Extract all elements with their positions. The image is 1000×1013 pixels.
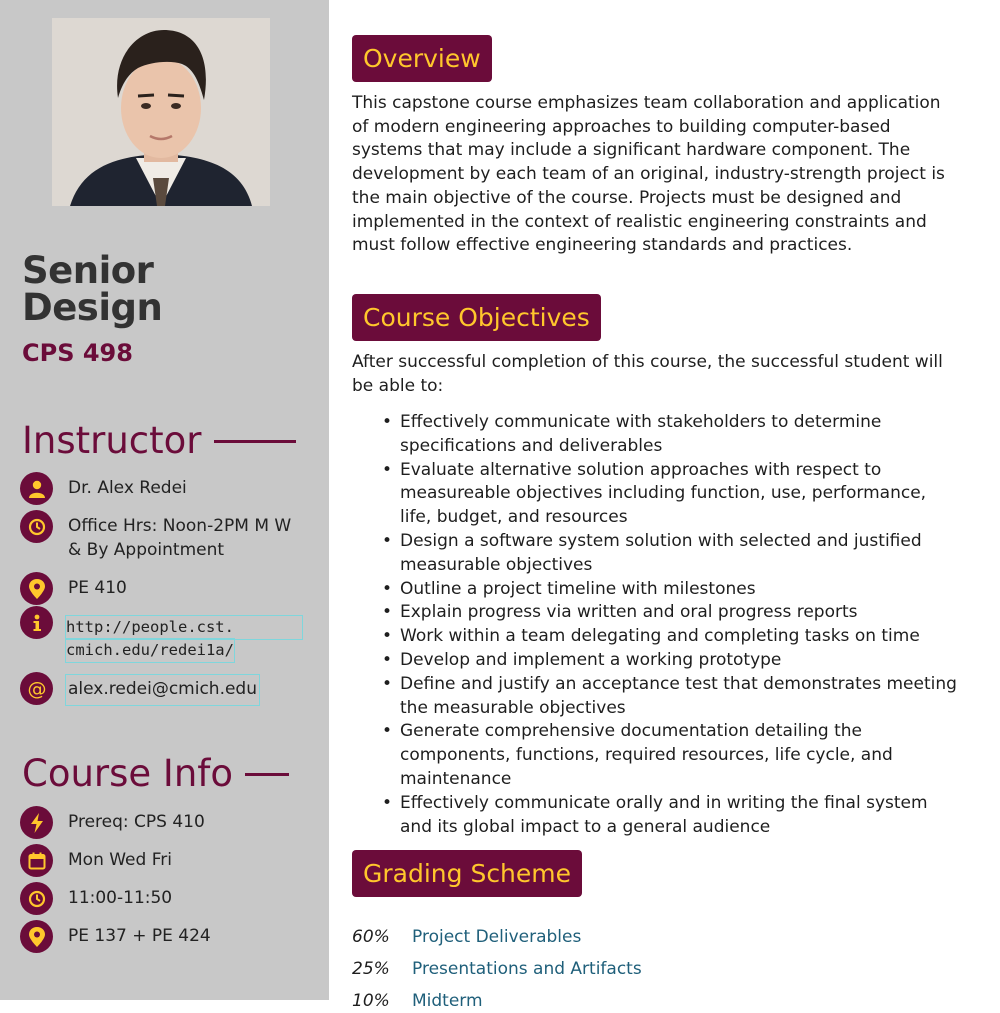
email-row — [20, 672, 259, 705]
map-pin-icon — [20, 572, 53, 605]
overview-text: This capstone course emphasizes team collaboration and application of modern engineering approaches to building computer-based systems that may include a significant hardware component. The development by each team of an original, industry-strength project is the main objective of the course. Projects must be designed and implemented in the context of realistic engineering constraints and must follow effective engineering standards and practices. — [352, 93, 945, 256]
svg-text:@: @ — [27, 677, 46, 700]
clock-icon — [20, 510, 53, 543]
grade-label: Presentations and Artifacts — [412, 959, 642, 979]
list-item: • Explain progress via written and oral progress reports — [382, 601, 962, 625]
email-address[interactable]: alex.redei@cmich.edu — [66, 675, 259, 705]
list-item: • Generate comprehensive documentation detailing the components, functions, required resources, life cycle, and maintenance — [382, 720, 962, 791]
objectives-heading: Course Objectives — [352, 294, 601, 341]
classroom: PE 137 + PE 424 — [68, 926, 211, 946]
grade-label: Midterm — [412, 991, 483, 1011]
grading-heading: Grading Scheme — [352, 850, 582, 897]
instructor-name: Dr. Alex Redei — [68, 478, 187, 498]
objectives-intro: After successful completion of this course, the successful student will be able to: — [352, 352, 943, 396]
meeting-days: Mon Wed Fri — [68, 850, 172, 870]
office-location: PE 410 — [68, 578, 127, 598]
course-info-heading-text: Course Info — [22, 752, 233, 795]
user-icon — [20, 472, 53, 505]
list-item: • Effectively communicate with stakeholders to determine specifications and deliverables — [382, 411, 962, 459]
classroom-row — [20, 920, 211, 953]
grade-row — [352, 989, 483, 1013]
grade-percent: 25% — [352, 959, 390, 979]
objectives-list — [382, 411, 962, 839]
bolt-icon — [20, 806, 53, 839]
grade-percent: 60% — [352, 927, 390, 947]
meeting-time: 11:00-11:50 — [68, 888, 173, 908]
at-icon — [20, 672, 53, 705]
heading-rule — [214, 440, 296, 443]
list-item: • Work within a team delegating and completing tasks on time — [382, 625, 962, 649]
instructor-photo — [52, 18, 270, 206]
website-link-line1[interactable]: http://people.cst. — [66, 616, 302, 639]
course-code: CPS 498 — [22, 339, 133, 367]
list-item: • Define and justify an acceptance test that demonstrates meeting the measurable objectives — [382, 673, 962, 721]
prereq-row — [20, 806, 205, 839]
course-info-heading — [22, 752, 289, 796]
course-title — [22, 249, 163, 329]
list-item: • Design a software system solution with selected and justified measurable objectives — [382, 530, 962, 578]
course-title-line2: Design — [22, 286, 163, 329]
list-item: • Outline a project timeline with milestones — [382, 578, 962, 602]
clock-icon — [20, 882, 53, 915]
sidebar — [0, 0, 329, 1000]
map-pin-icon — [20, 920, 53, 953]
course-title-line1: Senior — [22, 249, 154, 292]
grade-percent: 10% — [352, 991, 390, 1011]
list-item: • Develop and implement a working prototype — [382, 649, 962, 673]
instructor-heading-text: Instructor — [22, 419, 202, 462]
email-link[interactable] — [66, 672, 259, 705]
instructor-heading — [22, 419, 296, 463]
grade-label: Project Deliverables — [412, 927, 582, 947]
office-location-row — [20, 572, 127, 605]
grade-row — [352, 957, 642, 981]
calendar-icon — [20, 844, 53, 877]
list-item: • Evaluate alternative solution approaches with respect to measureable objectives including function, use, performance, life, budget, and resources — [382, 459, 962, 530]
grade-row — [352, 925, 581, 949]
info-icon — [20, 606, 53, 639]
website-link-line2[interactable]: cmich.edu/redei1a/ — [66, 639, 234, 662]
list-item: • Effectively communicate orally and in writing the final system and its global impact to a general audience — [382, 792, 962, 840]
prereq: Prereq: CPS 410 — [68, 812, 205, 832]
meeting-time-row — [20, 882, 172, 915]
overview-heading: Overview — [352, 35, 492, 82]
website-row — [20, 606, 302, 662]
website-link[interactable] — [66, 606, 302, 662]
heading-rule — [245, 773, 289, 776]
office-hours-row — [20, 510, 308, 562]
instructor-name-row — [20, 472, 187, 505]
meeting-days-row — [20, 844, 172, 877]
office-hours: Office Hrs: Noon-2PM M W & By Appointment — [68, 516, 292, 560]
